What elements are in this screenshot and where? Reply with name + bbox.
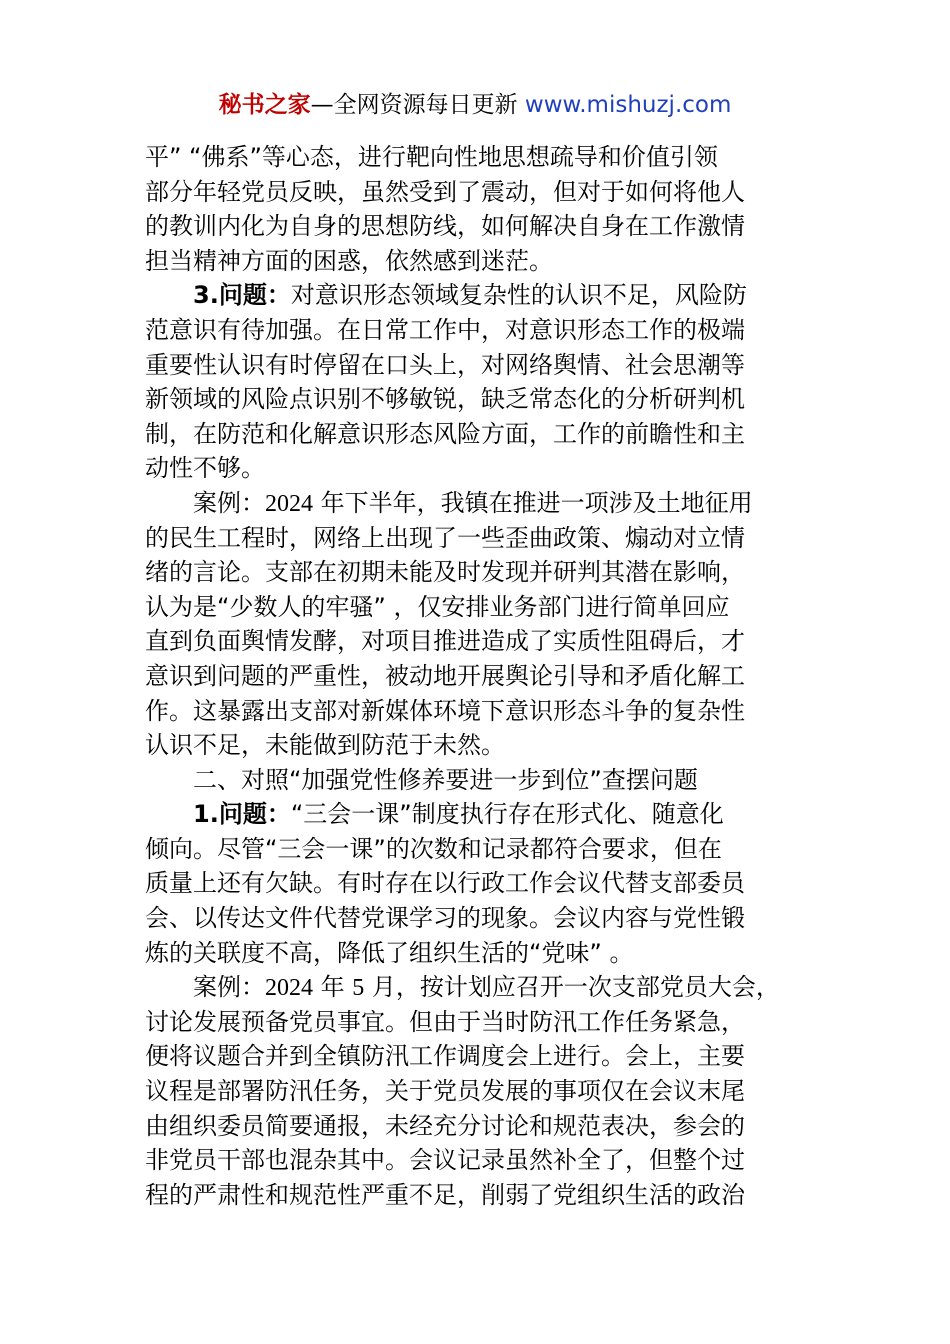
text-line: 作。这暴露出支部对新媒体环境下意识形态斗争的复杂性 — [145, 696, 745, 725]
text-line: 非党员干部也混杂其中。会议记录虽然补全了，但整个过 — [145, 1146, 745, 1175]
text-line: 讨论发展预备党员事宜。但由于当时防汛工作任务紧急， — [145, 1007, 745, 1036]
problem-1-heading-line — [145, 797, 810, 832]
text-line: 倾向。尽管“三会一课”的次数和记录都符合要求，但在 — [145, 834, 722, 863]
text-line: 重要性认识有时停留在口头上，对网络舆情、社会思潮等 — [145, 350, 745, 379]
case-2-mid: 年 — [320, 973, 345, 1002]
case-1-year: 2024 — [265, 490, 313, 517]
text-line: 的民生工程时，网络上出现了一些歪曲政策、煽动对立情 — [145, 523, 745, 552]
text-line: 程的严肃性和规范性严重不足，削弱了党组织生活的政治 — [145, 1180, 745, 1209]
case-1-text: 年下半年，我镇在推进一项涉及土地征用 — [320, 488, 753, 517]
text-line: 动性不够。 — [145, 454, 265, 483]
header-slogan: 全网资源每日更新 — [333, 92, 518, 118]
case-1-prefix: 案例： — [193, 488, 265, 517]
case-2-year: 2024 — [265, 975, 313, 1002]
case-2-first-line — [145, 970, 810, 1005]
site-header — [0, 88, 950, 122]
document-body — [145, 140, 810, 1212]
case-1-first-line — [145, 486, 810, 521]
problem-3-text: 对意识形态领域复杂性的认识不足，风险防 — [290, 281, 747, 310]
text-line: 的教训内化为自身的思想防线，如何解决自身在工作激情 — [145, 212, 745, 241]
case-2-text: 月，按计划应召开一次支部党员大会， — [371, 973, 780, 1002]
text-line: 由组织委员简要通报，未经充分讨论和规范表决，参会的 — [145, 1111, 745, 1140]
text-line: 便将议题合并到全镇防汛工作调度会上进行。会上，主要 — [145, 1042, 745, 1071]
problem-3-heading-line — [145, 278, 810, 313]
text-line: 新领域的风险点识别不够敏锐，缺乏常态化的分析研判机 — [145, 385, 745, 414]
text-line: 绪的言论。支部在初期未能及时发现并研判其潜在影响， — [145, 558, 745, 587]
text-line: 担当精神方面的困惑，依然感到迷茫。 — [145, 246, 553, 275]
section-2-heading: 二、对照“加强党性修养要进一步到位”查摆问题 — [193, 765, 698, 794]
text-line: 制，在防范和化解意识形态风险方面，工作的前瞻性和主 — [145, 419, 745, 448]
text-line: 意识到问题的严重性，被动地开展舆论引导和矛盾化解工 — [145, 661, 745, 690]
site-url-link[interactable]: www.mishuzj.com — [524, 92, 732, 118]
text-line: 会、以传达文件代替党课学习的现象。会议内容与党性锻 — [145, 904, 745, 933]
text-line: 范意识有待加强。在日常工作中，对意识形态工作的极端 — [145, 315, 745, 344]
site-brand: 秘书之家 — [218, 92, 311, 118]
problem-1-text: “三会一课”制度执行存在形式化、随意化 — [290, 800, 724, 829]
text-line: 认为是“少数人的牢骚” ，仅安排业务部门进行简单回应 — [145, 592, 730, 621]
text-line: 直到负面舆情发酵，对项目推进造成了实质性阻碍后，才 — [145, 627, 745, 656]
text-line: 炼的关联度不高，降低了组织生活的“党味” 。 — [145, 938, 634, 967]
header-dash: — — [310, 92, 334, 118]
text-line: 议程是部署防汛任务，关于党员发展的事项仅在会议末尾 — [145, 1077, 745, 1106]
problem-1-label: 1.问题： — [193, 800, 291, 829]
text-line: 认识不足，未能做到防范于未然。 — [145, 731, 505, 760]
problem-3-label: 3.问题： — [193, 281, 291, 310]
text-line: 平” “佛系”等心态，进行靶向性地思想疏导和价值引领 — [145, 143, 718, 171]
text-line: 质量上还有欠缺。有时存在以行政工作会议代替支部委员 — [145, 869, 745, 898]
text-line: 部分年轻党员反映，虽然受到了震动，但对于如何将他人 — [145, 177, 745, 206]
case-2-month: 5 — [352, 975, 365, 1002]
case-2-prefix: 案例： — [193, 973, 265, 1002]
